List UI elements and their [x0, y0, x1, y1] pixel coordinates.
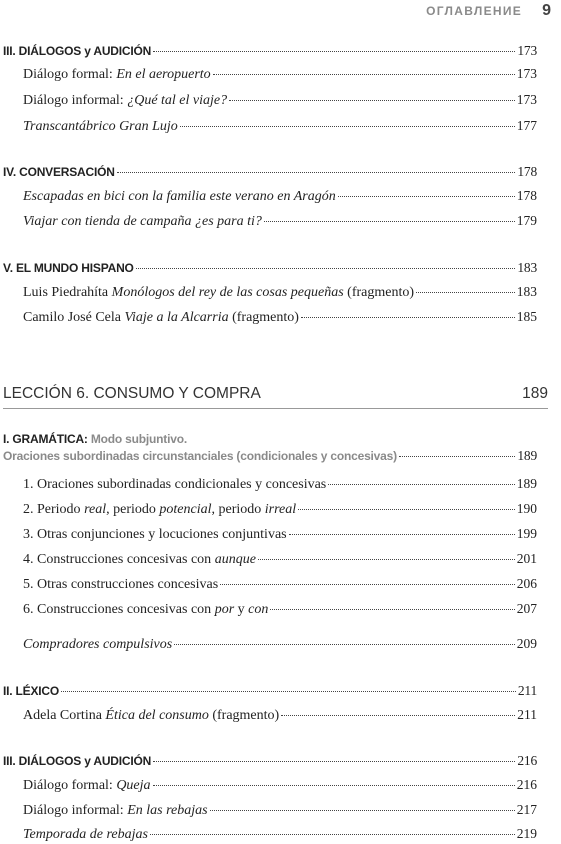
leader-dots [281, 715, 515, 716]
toc-item[interactable]: Escapadas en bici con la familia este verano en Aragón 178 [23, 188, 537, 204]
toc-section-gramatica-line2[interactable]: Oraciones subordinadas circunstanciales (condicionales y concesivas) 189 [3, 448, 537, 463]
leader-dots [136, 268, 516, 269]
leader-dots [117, 172, 516, 173]
toc-item[interactable]: 3. Otras conjunciones y locuciones conjuntivas 199 [23, 526, 537, 542]
divider [3, 408, 548, 409]
leader-dots [210, 810, 515, 811]
toc-item[interactable]: Luis Piedrahíta Monólogos del rey de las cosas pequeñas (fragmento) 183 [23, 284, 537, 300]
toc-item[interactable]: Diálogo informal: ¿Qué tal el viaje? 173 [23, 92, 537, 108]
toc-item[interactable]: Diálogo formal: En el aeropuerto 173 [23, 66, 537, 82]
toc-section-conversacion[interactable]: IV. CONVERSACIÓN 178 [3, 164, 537, 179]
leader-dots [153, 761, 515, 762]
toc-item[interactable]: 2. Periodo real, periodo potencial, periodo irreal 190 [23, 501, 537, 517]
toc-section-mundo-hispano[interactable]: V. EL MUNDO HISPANO 183 [3, 260, 537, 275]
leader-dots [328, 484, 515, 485]
leader-dots [61, 691, 516, 692]
leader-dots [220, 584, 515, 585]
leader-dots [298, 509, 515, 510]
lesson-title: LECCIÓN 6. CONSUMO Y COMPRA [3, 385, 261, 402]
leader-dots [416, 292, 515, 293]
toc-item[interactable]: Compradores compulsivos 209 [23, 636, 537, 652]
toc-item[interactable]: Diálogo formal: Queja 216 [23, 777, 537, 793]
running-header [426, 0, 551, 22]
leader-dots [399, 456, 515, 457]
toc-item[interactable]: 5. Otras construcciones concesivas 206 [23, 576, 537, 592]
toc-item[interactable]: Camilo José Cela Viaje a la Alcarria (fragmento) 185 [23, 309, 537, 325]
toc-item[interactable]: Viajar con tienda de campaña ¿es para ti? 179 [23, 213, 537, 229]
leader-dots [153, 51, 515, 52]
toc-item[interactable]: 4. Construcciones concesivas con aunque 201 [23, 551, 537, 567]
toc-item[interactable]: Adela Cortina Ética del consumo (fragmento) 211 [23, 707, 537, 723]
page-number: 9 [542, 2, 551, 19]
leader-dots [153, 785, 515, 786]
toc-section-lexico[interactable]: II. LÉXICO 211 [3, 683, 537, 698]
leader-dots [289, 534, 515, 535]
toc-section-gramatica[interactable]: I. GRAMÁTICA: Modo subjuntivo. [3, 432, 187, 446]
toc-section-dialogos-2[interactable]: III. DIÁLOGOS y AUDICIÓN 216 [3, 753, 537, 768]
leader-dots [270, 609, 514, 610]
toc-item[interactable]: 6. Construcciones concesivas con por y con 207 [23, 601, 537, 617]
lesson-heading[interactable] [3, 385, 548, 407]
toc-item[interactable]: 1. Oraciones subordinadas condicionales y concesivas 189 [23, 476, 537, 492]
lesson-page: 189 [522, 385, 548, 402]
leader-dots [213, 74, 515, 75]
leader-dots [264, 221, 515, 222]
toc-item[interactable]: Temporada de rebajas 219 [23, 826, 537, 842]
header-title: ОГЛАВЛЕНИЕ [426, 4, 523, 18]
leader-dots [174, 644, 515, 645]
toc-item[interactable]: Diálogo informal: En las rebajas 217 [23, 802, 537, 818]
toc-item[interactable]: Transcantábrico Gran Lujo 177 [23, 118, 537, 134]
toc-section-dialogos[interactable]: III. DIÁLOGOS y AUDICIÓN 173 [3, 43, 537, 58]
leader-dots [301, 317, 515, 318]
leader-dots [150, 834, 515, 835]
leader-dots [258, 559, 515, 560]
leader-dots [338, 196, 515, 197]
leader-dots [229, 100, 515, 101]
leader-dots [180, 126, 515, 127]
